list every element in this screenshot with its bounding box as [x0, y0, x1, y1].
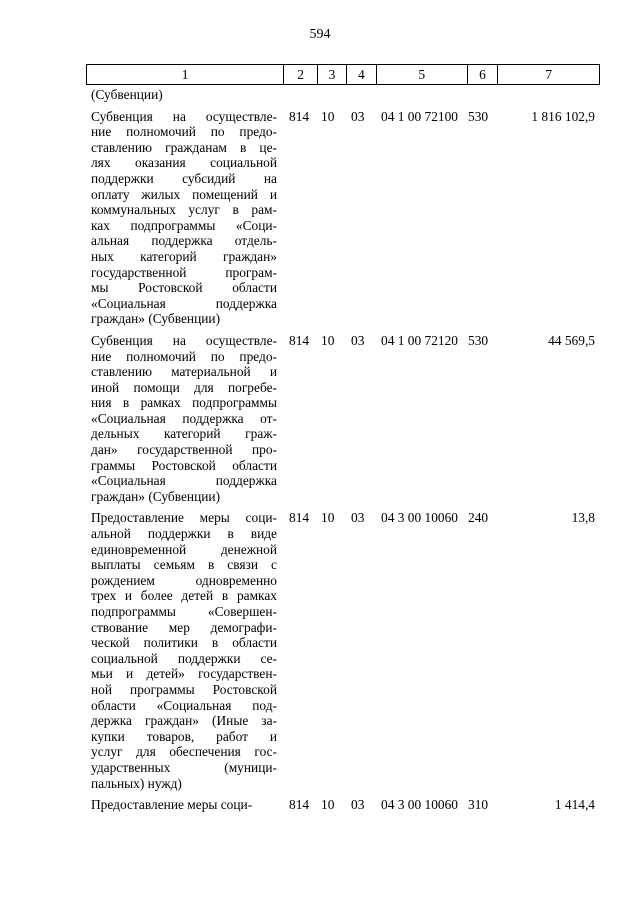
- description-line: держка граждан» (Иные за-: [91, 713, 277, 729]
- description-line: ческой политики в области: [91, 635, 277, 651]
- description-line: ние полномочий по предо-: [91, 124, 277, 140]
- description-line: «Социальная поддержка от-: [91, 410, 277, 426]
- subsection-code: 03: [351, 108, 365, 124]
- amount: 1 816 102,9: [531, 108, 595, 124]
- description-line: рождением одновременно: [91, 572, 277, 588]
- table-row: [91, 797, 600, 813]
- description-line: ках подпрограммы «Соци-: [91, 217, 277, 233]
- description-line: граммы Ростовской области: [91, 457, 277, 473]
- description-line: Предоставление меры соци-: [91, 510, 277, 526]
- amount: 1 414,4: [554, 797, 595, 813]
- subsection-code: 03: [351, 510, 365, 526]
- description-line: социальной поддержки се-: [91, 650, 277, 666]
- description-line: «Социальная поддержка: [91, 473, 277, 489]
- description-line: дан» государственной про-: [91, 442, 277, 458]
- section-code: 10: [321, 332, 335, 348]
- description-line: ных категорий граждан»: [91, 248, 277, 264]
- description-line: мьи и детей» государствен-: [91, 666, 277, 682]
- ministry-code: 814: [289, 108, 310, 124]
- header-col-4: 4: [347, 65, 377, 84]
- header-col-1: 1: [87, 65, 284, 84]
- section-code: 10: [321, 797, 335, 813]
- description-line: трех и более детей в рамках: [91, 588, 277, 604]
- description-line: оплату жилых помещений и: [91, 186, 277, 202]
- target-article-code: 04 3 00 10060: [381, 797, 458, 813]
- continuation-text: (Субвенции): [91, 87, 163, 102]
- target-article-code: 04 1 00 72120: [381, 332, 458, 348]
- expense-type-code: 530: [468, 108, 489, 124]
- page-number: 594: [309, 27, 331, 42]
- header-col-5: 5: [377, 65, 468, 84]
- subsection-code: 03: [351, 332, 365, 348]
- description-line: ставлению материальной и: [91, 364, 277, 380]
- description-line: граждан» (Субвенции): [91, 488, 221, 504]
- expense-type-code: 310: [468, 797, 489, 813]
- ministry-code: 814: [289, 332, 310, 348]
- description-line: Субвенция на осуществле-: [91, 332, 277, 348]
- description-line: пальных) нужд): [91, 775, 182, 791]
- description-line: Предоставление меры соци-: [91, 797, 253, 813]
- description-line: мы Ростовской области: [91, 280, 277, 296]
- row-description: [91, 510, 277, 791]
- section-code: 10: [321, 108, 335, 124]
- target-article-code: 04 1 00 72100: [381, 108, 458, 124]
- description-line: ставлению гражданам в це-: [91, 139, 277, 155]
- description-line: граждан» (Субвенции): [91, 311, 221, 327]
- description-line: альной поддержки в виде: [91, 526, 277, 542]
- ministry-code: 814: [289, 797, 310, 813]
- expense-type-code: 240: [468, 510, 489, 526]
- description-line: ной программы Ростовской: [91, 681, 277, 697]
- description-line: купки товаров, работ и: [91, 728, 277, 744]
- description-line: лях оказания социальной: [91, 155, 277, 171]
- description-line: альная поддержка отдель-: [91, 233, 277, 249]
- amount: 44 569,5: [548, 332, 595, 348]
- row-description: [91, 333, 277, 505]
- table-row: [91, 510, 600, 791]
- table-row: [91, 109, 600, 327]
- description-line: государственной програм-: [91, 264, 277, 280]
- description-line: поддержки субсидий на: [91, 170, 277, 186]
- table-body: [91, 87, 600, 813]
- row-description: [91, 797, 277, 813]
- amount: 13,8: [571, 510, 595, 526]
- description-line: ния в рамках подпрограммы: [91, 395, 277, 411]
- description-line: иной помощи для погребе-: [91, 379, 277, 395]
- description-line: выплаты семьям в связи с: [91, 557, 277, 573]
- description-line: ударственных (муници-: [91, 759, 277, 775]
- header-col-3: 3: [318, 65, 347, 84]
- table-row: [91, 333, 600, 505]
- subsection-code: 03: [351, 797, 365, 813]
- description-line: ние полномочий по предо-: [91, 348, 277, 364]
- description-line: «Социальная поддержка: [91, 295, 277, 311]
- row-description: [91, 109, 277, 327]
- description-line: единовременной денежной: [91, 541, 277, 557]
- expense-type-code: 530: [468, 332, 489, 348]
- description-line: подпрограммы «Совершен-: [91, 604, 277, 619]
- description-line: ствование мер демографи-: [91, 619, 277, 635]
- description-line: области «Социальная под-: [91, 697, 277, 713]
- description-line: Субвенция на осуществле-: [91, 108, 277, 124]
- description-line: коммунальных услуг в рам-: [91, 202, 277, 218]
- description-line: услуг для обеспечения гос-: [91, 744, 277, 760]
- section-code: 10: [321, 510, 335, 526]
- description-line: дельных категорий граж-: [91, 426, 277, 442]
- header-col-7: 7: [545, 67, 553, 82]
- table-header: [86, 64, 600, 85]
- header-col-2: 2: [284, 65, 318, 84]
- header-col-6: 6: [468, 65, 499, 84]
- target-article-code: 04 3 00 10060: [381, 510, 458, 526]
- ministry-code: 814: [289, 510, 310, 526]
